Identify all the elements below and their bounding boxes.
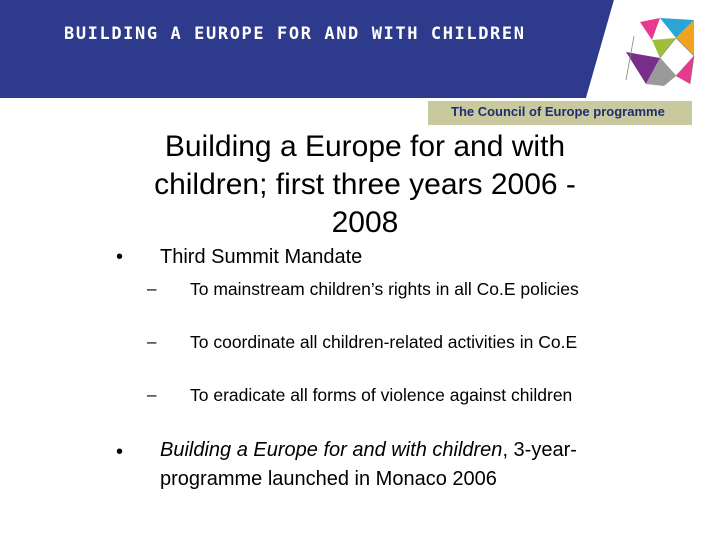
programme-label: The Council of Europe programme [451,104,665,119]
coe-logo [626,18,694,86]
bullet-text: Third Summit Mandate [160,246,363,268]
banner-blue-band [0,0,614,98]
sub-bullet-dash: – [147,279,157,298]
sub-bullet-dash: – [147,385,157,404]
sub-bullet-text: To eradicate all forms of violence against children [190,385,573,405]
banner-title: BUILDING A EUROPE FOR AND WITH CHILDREN [64,24,526,44]
sub-bullet-text: To coordinate all children-related activities in Co.E [190,332,578,352]
slide-title: Building a Europe for and with children; first three years 2006 - 2008 [154,130,576,239]
bullet-text-rest: , 3-year-programme launched in Monaco 2006 [160,439,577,490]
bullet-marker: • [116,246,124,268]
bullet-marker: • [116,441,124,463]
bullet-text [160,436,605,494]
programme-name: Building a Europe for and with children [160,439,503,461]
sub-bullet-dash: – [147,332,157,351]
sub-bullet-text: To mainstream children’s rights in all Co.E policies [190,279,579,299]
